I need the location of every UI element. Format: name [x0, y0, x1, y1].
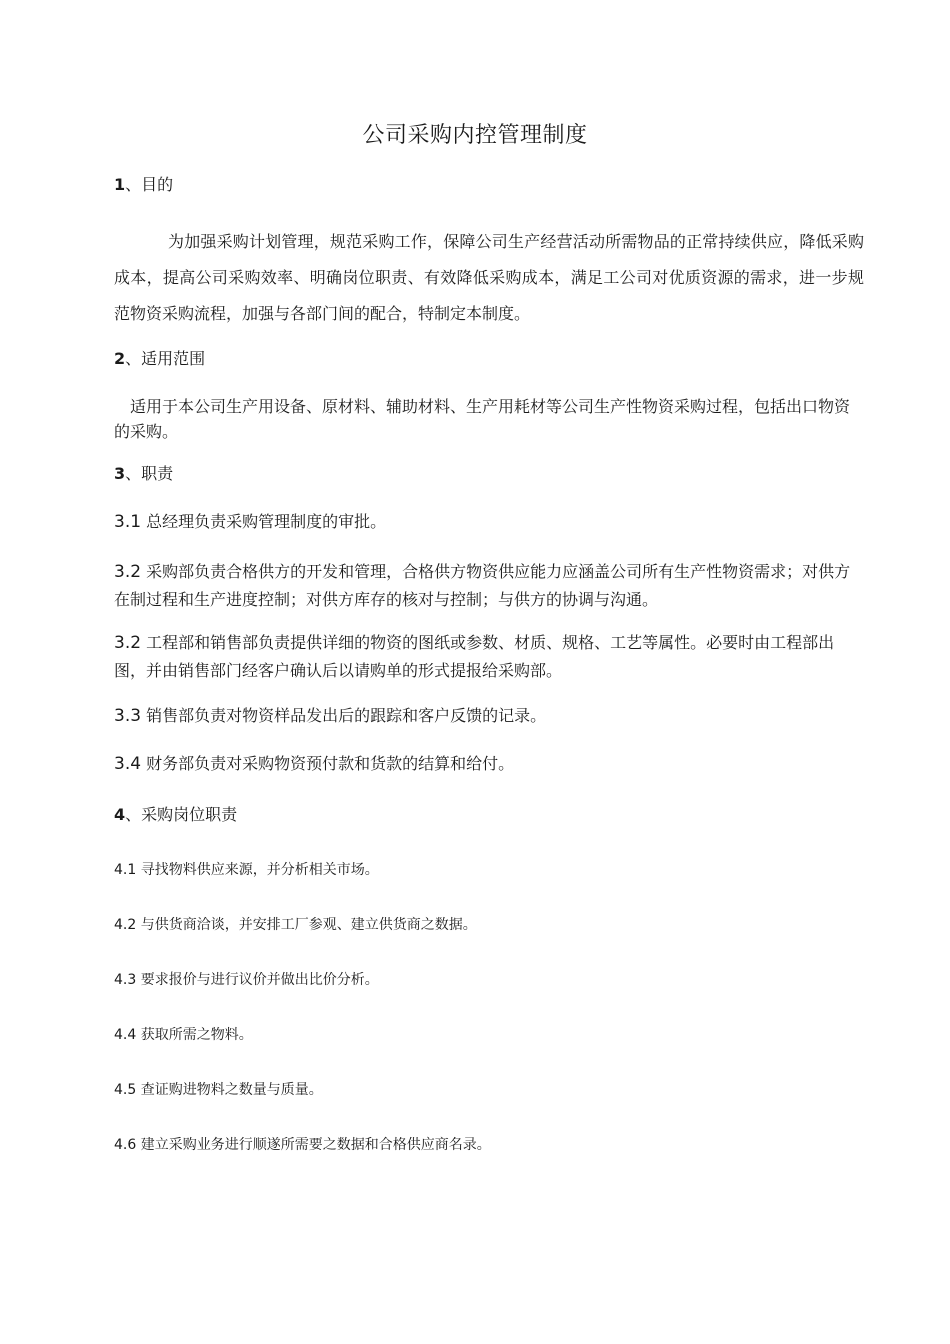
duty-text: 采购部负责合格供方的开发和管理，合格供方物资供应能力应涵盖公司所有生产性物资需求；对供方在制过程和生产进度控制；对供方库存的核对与控制；与供方的协调与沟通。	[114, 562, 851, 609]
post-duty-item: 4.5 查证购进物料之数量与质量。	[114, 1082, 323, 1098]
section-number: 4	[114, 805, 126, 824]
section-number: 1	[114, 175, 126, 194]
duty-item	[114, 750, 864, 778]
duty-item	[114, 629, 864, 684]
duty-number: 3.3	[114, 706, 142, 726]
duty-number: 3.2	[114, 633, 142, 653]
duty-text: 总经理负责采购管理制度的审批。	[146, 512, 387, 531]
section-title: 、目的	[125, 175, 174, 194]
document-title: 公司采购内控管理制度	[362, 123, 588, 148]
post-duty-item: 4.6 建立采购业务进行顺遂所需要之数据和合格供应商名录。	[114, 1137, 491, 1153]
section-heading-duties	[114, 461, 173, 484]
post-duty-item: 4.3 要求报价与进行议价并做出比价分析。	[114, 972, 379, 988]
section-heading-purpose	[114, 172, 173, 195]
section-number: 3	[114, 464, 126, 483]
section-title: 、适用范围	[125, 349, 206, 368]
duty-text: 财务部负责对采购物资预付款和货款的结算和给付。	[146, 754, 515, 773]
duty-number: 3.1	[114, 512, 142, 532]
duty-item	[114, 702, 864, 730]
post-duty-item: 4.4 获取所需之物料。	[114, 1027, 253, 1043]
duty-text: 销售部负责对物资样品发出后的跟踪和客户反馈的记录。	[146, 706, 547, 725]
duty-number: 3.2	[114, 562, 142, 582]
duty-item	[114, 508, 864, 536]
duty-item	[114, 558, 864, 613]
post-duty-item: 4.2 与供货商洽谈，并安排工厂参观、建立供货商之数据。	[114, 917, 477, 933]
section-title: 、职责	[125, 464, 174, 483]
scope-paragraph: 适用于本公司生产用设备、原材料、辅助材料、生产用耗材等公司生产性物资采购过程，包括出口物资的采购。	[114, 397, 851, 441]
section-number: 2	[114, 349, 126, 368]
section-heading-post-duties	[114, 802, 237, 825]
section-title: 、采购岗位职责	[125, 805, 238, 824]
section-heading-scope	[114, 346, 205, 369]
duty-number: 3.4	[114, 754, 142, 774]
post-duty-item: 4.1 寻找物料供应来源，并分析相关市场。	[114, 862, 379, 878]
duty-text: 工程部和销售部负责提供详细的物资的图纸或参数、材质、规格、工艺等属性。必要时由工程部出图，并由销售部门经客户确认后以请购单的形式提报给采购部。	[114, 633, 835, 680]
purpose-paragraph: 为加强采购计划管理，规范采购工作，保障公司生产经营活动所需物品的正常持续供应，降低采购成本，提高公司采购效率、明确岗位职责、有效降低采购成本，满足工公司对优质资源的需求，进一步规范物资采购流程，加强与各部门间的配合，特制定本制度。	[114, 232, 864, 323]
